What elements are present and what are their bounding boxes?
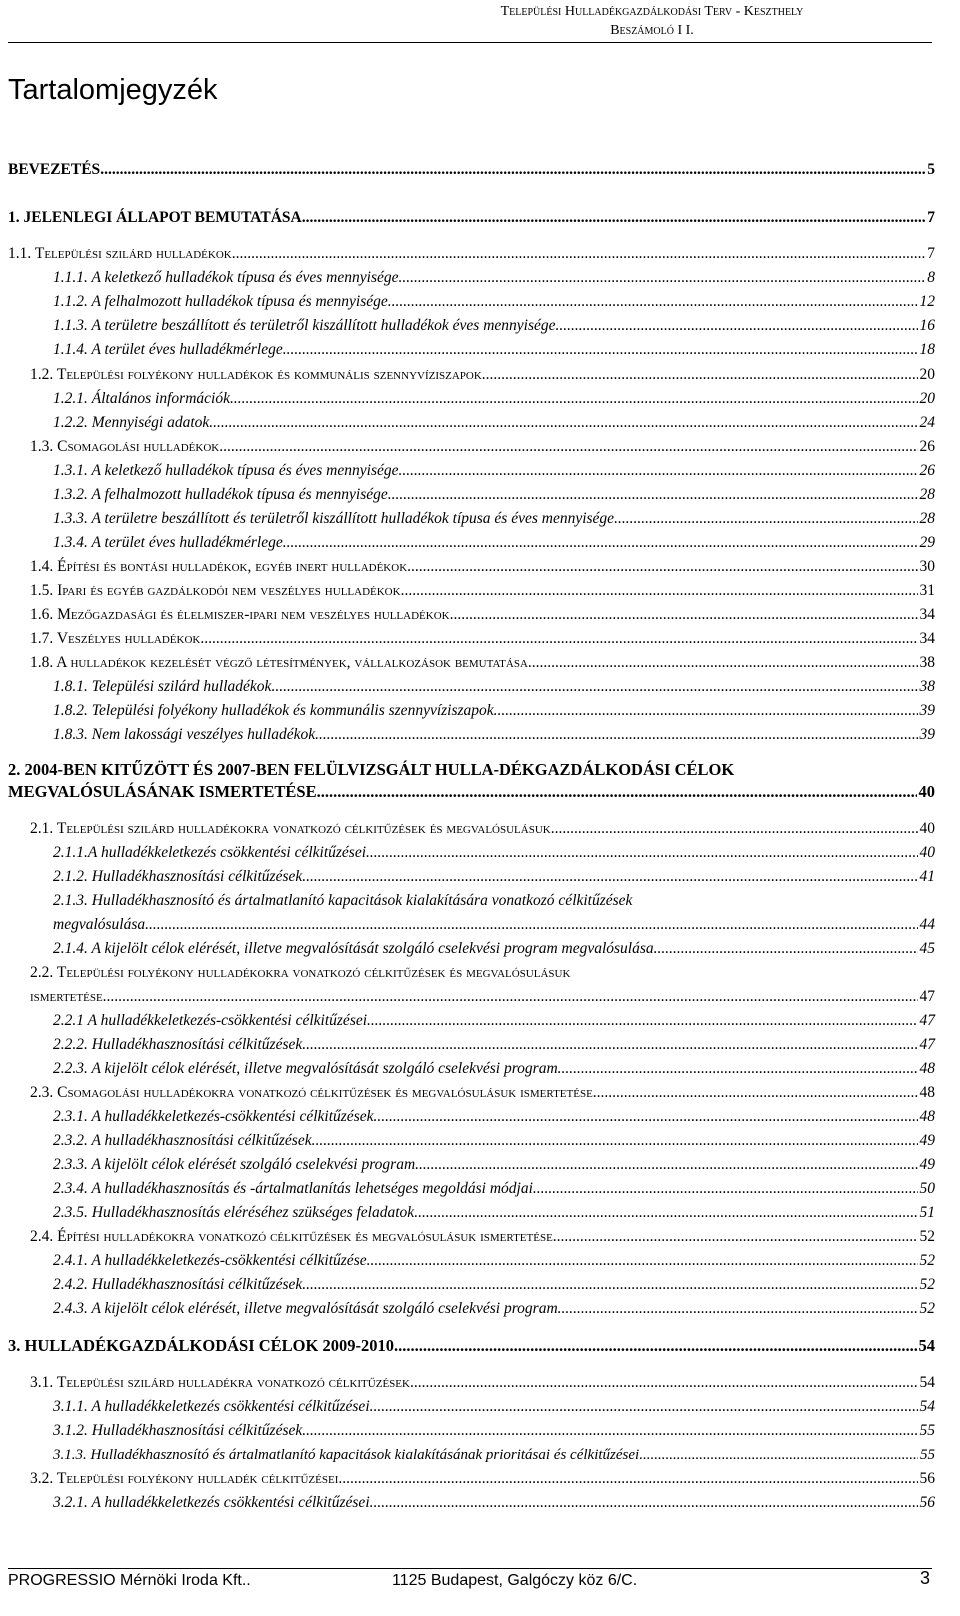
toc-entry[interactable]: 1.3.2. A felhalmozott hulladékok típusa és mennyisége ..... 28: [53, 485, 935, 505]
toc-entry[interactable]: 2.3.5. Hulladékhasznosítás eléréséhez szükséges feladatok ..... 51: [53, 1203, 935, 1223]
toc-entry[interactable]: 3.2.1. A hulladékkeletkezés csökkentési célkitűzései ..... 56: [53, 1493, 935, 1513]
running-header: [372, 2, 932, 40]
toc-entry[interactable]: 2.4. Építési hulladékokra vonatkozó célkitűzések és megvalósulásuk ismertetése ..... 52: [30, 1227, 935, 1247]
footer-company: PROGRESSIO Mérnöki Iroda Kft..: [8, 1572, 251, 1589]
toc-entry[interactable]: BEVEZETÉS ..... 5: [8, 160, 935, 180]
toc-entry[interactable]: 1.1. Települési szilárd hulladékok ..... 7: [8, 244, 935, 264]
toc-entry-continued[interactable]: 2.1.3. Hulladékhasznosító és ártalmatlanító kapacitások kialakítására vonatkozó célkitűzések: [53, 892, 633, 909]
toc-entry[interactable]: 3.1.1. A hulladékkeletkezés csökkentési célkitűzései ..... 54: [53, 1397, 935, 1417]
toc-entry[interactable]: 1.3.3. A területre beszállított és területről kiszállított hulladékok típusa és éves mennyisége ..... 28: [53, 509, 935, 529]
toc-entry[interactable]: 1.5. Ipari és egyéb gazdálkodói nem veszélyes hulladékok ..... 31: [30, 581, 935, 601]
toc-entry[interactable]: 2.3.2. A hulladékhasznosítási célkitűzések ..... 49: [53, 1131, 935, 1151]
toc-entry[interactable]: 1.1.4. A terület éves hulladékmérlege ..... 18: [53, 340, 935, 360]
toc-entry[interactable]: 2.2.1 A hulladékkeletkezés-csökkentési célkitűzései ..... 47: [53, 1011, 935, 1031]
toc-entry[interactable]: 1.8. A hulladékok kezelését végző létesítmények, vállalkozások bemutatása ..... 38: [30, 653, 935, 673]
toc-entry[interactable]: 1.2. Települési folyékony hulladékok és kommunális szennyvíziszapok ..... 20: [30, 365, 935, 385]
toc-entry[interactable]: 1.1.1. A keletkező hulladékok típusa és éves mennyisége ..... 8: [53, 268, 935, 288]
toc-entry[interactable]: 3.1.2. Hulladékhasznosítási célkitűzések ..... 55: [53, 1421, 935, 1441]
toc-entry[interactable]: 1. JELENLEGI ÁLLAPOT BEMUTATÁSA ..... 7: [8, 208, 935, 228]
toc-entry[interactable]: 2.2.2. Hulladékhasznosítási célkitűzések ..... 47: [53, 1035, 935, 1055]
toc-entry[interactable]: 1.7. Veszélyes hulladékok ..... 34: [30, 629, 935, 649]
toc-entry[interactable]: 3.1.3. Hulladékhasznosító és ártalmatlanító kapacitások kialakításának prioritásai és célkitűzései ..... 55: [53, 1445, 935, 1465]
toc-entry[interactable]: 2.4.1. A hulladékkeletkezés-csökkentési célkitűzése ..... 52: [53, 1251, 935, 1271]
toc-entry[interactable]: 2.1. Települési szilárd hulladékokra vonatkozó célkitűzések és megvalósulásuk ..... 40: [30, 819, 935, 839]
header-title: Települési Hulladékgazdálkodási Terv - Keszthely: [500, 4, 804, 19]
toc-entry-continued[interactable]: 2. 2004-BEN KITŰZÖTT ÉS 2007-BEN FELÜLVIZSGÁLT HULLA-DÉKGAZDÁLKODÁSI CÉLOK: [8, 760, 735, 779]
toc-entry[interactable]: 3.1. Települési szilárd hulladékra vonatkozó célkitűzések ..... 54: [30, 1373, 935, 1393]
toc-entry[interactable]: 1.4. Építési és bontási hulladékok, egyéb inert hulladékok ..... 30: [30, 557, 935, 577]
toc-entry[interactable]: 1.8.3. Nem lakossági veszélyes hulladékok ..... 39: [53, 725, 935, 745]
toc-entry[interactable]: 3.2. Települési folyékony hulladék célkitűzései ..... 56: [30, 1469, 935, 1489]
page-title: Tartalomjegyzék: [8, 74, 218, 106]
toc-entry[interactable]: 1.2.2. Mennyiségi adatok ..... 24: [53, 413, 935, 433]
toc-entry[interactable]: 2.3.3. A kijelölt célok elérését szolgáló cselekvési program ..... 49: [53, 1155, 935, 1175]
toc-entry[interactable]: ismertetése ..... 47: [30, 987, 935, 1007]
toc-entry[interactable]: 2.4.3. A kijelölt célok elérését, illetve megvalósítását szolgáló cselekvési program ..... 52: [53, 1299, 935, 1319]
toc-entry[interactable]: 1.3. Csomagolási hulladékok ..... 26: [30, 437, 935, 457]
toc-entry-continued[interactable]: 2.2. Települési folyékony hulladékokra vonatkozó célkitűzések és megvalósulásuk: [30, 964, 571, 981]
header-divider: [8, 42, 932, 43]
page-number: 3: [919, 1568, 930, 1588]
toc-entry[interactable]: 2.3.4. A hulladékhasznosítás és -ártalmatlanítás lehetséges megoldási módjai ..... 50: [53, 1179, 935, 1199]
toc-entry[interactable]: 2.1.4. A kijelölt célok elérését, illetve megvalósítását szolgáló cselekvési program megvalósulása ..... 45: [53, 939, 935, 959]
toc-entry[interactable]: megvalósulása ..... 44: [53, 915, 935, 935]
toc-entry[interactable]: MEGVALÓSULÁSÁNAK ISMERTETÉSE ..... 40: [8, 782, 935, 802]
toc-entry[interactable]: 3. HULLADÉKGAZDÁLKODÁSI CÉLOK 2009-2010 ..... 54: [8, 1336, 935, 1356]
toc-entry[interactable]: 1.8.1. Települési szilárd hulladékok ..... 38: [53, 677, 935, 697]
toc-entry[interactable]: 2.2.3. A kijelölt célok elérését, illetve megvalósítását szolgáló cselekvési program ..... 48: [53, 1059, 935, 1079]
toc-entry[interactable]: 2.1.1.A hulladékkeletkezés csökkentési célkitűzései ..... 40: [53, 843, 935, 863]
toc-entry[interactable]: 1.6. Mezőgazdasági és élelmiszer-ipari nem veszélyes hulladékok ..... 34: [30, 605, 935, 625]
header-subtitle: Beszámoló I I.: [610, 23, 694, 38]
toc-entry[interactable]: 1.3.4. A terület éves hulladékmérlege ..... 29: [53, 533, 935, 553]
toc-entry[interactable]: 1.1.2. A felhalmozott hulladékok típusa és mennyisége ..... 12: [53, 292, 935, 312]
toc-entry[interactable]: 1.8.2. Települési folyékony hulladékok és kommunális szennyvíziszapok ..... 39: [53, 701, 935, 721]
toc-entry[interactable]: 2.3. Csomagolási hulladékokra vonatkozó célkitűzések és megvalósulásuk ismertetése ..... 48: [30, 1083, 935, 1103]
toc-entry[interactable]: 1.1.3. A területre beszállított és területről kiszállított hulladékok éves mennyisége ..... 16: [53, 316, 935, 336]
toc-entry[interactable]: 2.1.2. Hulladékhasznosítási célkitűzések ..... 41: [53, 867, 935, 887]
toc-entry[interactable]: 2.3.1. A hulladékkeletkezés-csökkentési célkitűzések ..... 48: [53, 1107, 935, 1127]
footer-address: 1125 Budapest, Galgóczy köz 6/C.: [392, 1572, 638, 1589]
toc-entry[interactable]: 1.3.1. A keletkező hulladékok típusa és éves mennyisége ..... 26: [53, 461, 935, 481]
toc-entry[interactable]: 1.2.1. Általános információk ..... 20: [53, 389, 935, 409]
footer-divider: [8, 1568, 932, 1569]
toc-entry[interactable]: 2.4.2. Hulladékhasznosítási célkitűzések ..... 52: [53, 1275, 935, 1295]
